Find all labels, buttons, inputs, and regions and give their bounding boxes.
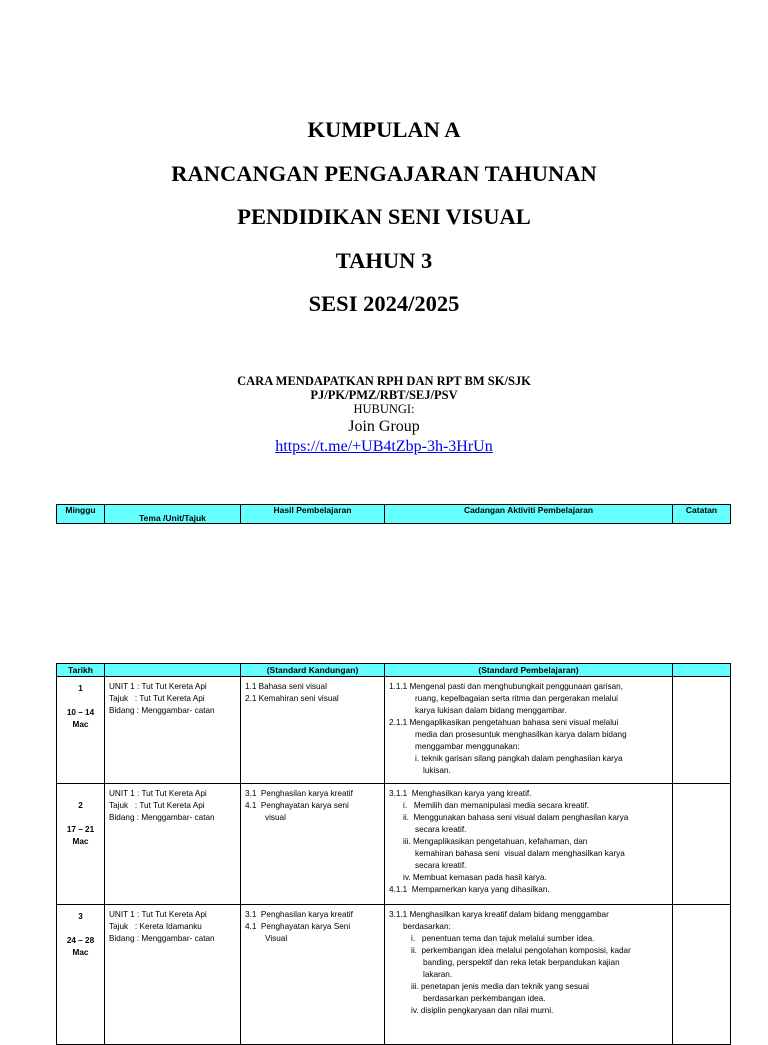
header-tarikh: Tarikh — [57, 664, 105, 677]
sp-line: iv. Membuat kemasan pada hasil karya. — [403, 873, 547, 882]
tema-cell — [105, 784, 241, 905]
table-row — [57, 784, 731, 905]
week-number: 3 — [78, 912, 83, 921]
sp-line: i. teknik garisan silang pangkah dalam penghasilan karya — [415, 754, 623, 763]
contact-join-group: Join Group — [348, 418, 420, 435]
week-cell — [57, 677, 105, 784]
week-cell — [57, 784, 105, 905]
sp-line: iv. disiplin pengkaryaan dan nilai murni. — [411, 1006, 554, 1015]
week-month: Mac — [72, 948, 89, 957]
week-number: 2 — [78, 801, 83, 810]
title-kumpulan: KUMPULAN A — [307, 117, 461, 142]
sp-line: i. penentuan tema dan tajuk melalui sumber idea. — [411, 934, 595, 943]
sp-line: secara kreatif. — [415, 825, 467, 834]
header-table — [56, 504, 731, 524]
header-hasil: Hasil Pembelajaran — [241, 505, 385, 524]
sp-line: menggambar menggunakan: — [415, 742, 520, 751]
document-title-block — [0, 112, 768, 330]
title-subject: PENDIDIKAN SENI VISUAL — [237, 204, 531, 229]
sp-line: i. Memilih dan memanipulasi media secara kreatif. — [403, 801, 590, 810]
week-month: Mac — [72, 720, 89, 729]
sp-line: berdasarkan: — [403, 922, 451, 931]
tajuk-line: Tajuk : Tut Tut Kereta Api — [109, 801, 205, 810]
week-dates: 10 – 14 — [66, 708, 95, 717]
header-minggu: Minggu — [57, 505, 105, 524]
week-number: 1 — [78, 684, 83, 693]
sp-line: ii. perkembangan idea melalui pengolahan komposisi, kadar — [411, 946, 631, 955]
title-year: TAHUN 3 — [335, 247, 433, 273]
sp-line: karya lukisan dalam bidang menggambar. — [415, 706, 567, 715]
contact-hubungi: HUBUNGI: — [353, 402, 415, 416]
catatan-cell — [673, 677, 731, 784]
hasil-line: 4.1 Penghayatan karya Seni — [245, 922, 351, 931]
hasil-line: 2.1 Kemahiran seni visual — [245, 694, 339, 703]
sp-line: 3.1.1 Menghasilkan karya kreatif dalam bidang menggambar — [389, 910, 609, 919]
title-rancangan: RANCANGAN PENGAJARAN TAHUNAN — [171, 160, 597, 186]
unit-line: UNIT 1 : Tut Tut Kereta Api — [109, 789, 207, 798]
tajuk-line: Tajuk : Kereta Idamanku — [109, 922, 202, 931]
contact-block — [0, 374, 768, 457]
sp-line: berdasarkan perkembangan idea. — [423, 994, 546, 1003]
bidang-line: Bidang : Menggambar- catan — [109, 706, 215, 715]
sp-line: media dan prosesuntuk menghasilkan karya dalam bidang — [415, 730, 627, 739]
rpt-table — [56, 663, 731, 1045]
rpt-table-header — [57, 664, 731, 677]
sp-line: 2.1.1 Mengaplikasikan pengetahuan bahasa seni visual melalui — [389, 718, 619, 727]
sp-line: secara kreatif. — [415, 861, 467, 870]
header-empty — [105, 664, 241, 677]
week-dates: 17 – 21 — [66, 825, 95, 834]
sp-line: 1.1.1 Mengenal pasti dan menghubungkait penggunaan garisan, — [389, 682, 623, 691]
contact-line-1: CARA MENDAPATKAN RPH DAN RPT BM SK/SJK — [237, 374, 531, 388]
table-row — [57, 677, 731, 784]
hasil-line: 3.1 Penghasilan karya kreatif — [245, 789, 353, 798]
hasil-line: 1.1 Bahasa seni visual — [245, 682, 327, 691]
sp-line: lakaran. — [423, 970, 453, 979]
sp-line: 4.1.1 Mempamerkan karya yang dihasilkan. — [389, 885, 550, 894]
sp-line: iii. Mengaplikasikan pengetahuan, kefahaman, dan — [403, 837, 588, 846]
telegram-link[interactable]: https://t.me/+UB4tZbp-3h-3HrUn — [275, 438, 493, 455]
header-standard-pembelajaran: (Standard Pembelajaran) — [385, 664, 673, 677]
sp-line: lukisan. — [423, 766, 451, 775]
hasil-line: 3.1 Penghasilan karya kreatif — [245, 910, 353, 919]
contact-line-2: PJ/PK/PMZ/RBT/SEJ/PSV — [310, 388, 458, 402]
sp-line: ruang, kepelbagaian serta ritma dan pergerakan melalui — [415, 694, 618, 703]
unit-line: UNIT 1 : Tut Tut Kereta Api — [109, 682, 207, 691]
bidang-line: Bidang : Menggambar- catan — [109, 934, 215, 943]
hasil-line: 4.1 Penghayatan karya seni — [245, 801, 349, 810]
week-month: Mac — [72, 837, 89, 846]
sp-line: kemahiran bahasa seni visual dalam menghasilkan karya — [415, 849, 625, 858]
title-session: SESI 2024/2025 — [308, 291, 460, 316]
week-dates: 24 – 28 — [66, 936, 95, 945]
header-empty-catatan — [673, 664, 731, 677]
sp-line: 3.1.1 Menghasilkan karya yang kreatif. — [389, 789, 532, 798]
catatan-cell — [673, 784, 731, 905]
hasil-line: Visual — [265, 934, 288, 943]
bidang-line: Bidang : Menggambar- catan — [109, 813, 215, 822]
header-catatan: Catatan — [673, 505, 731, 524]
sp-line: iii. penetapan jenis media dan teknik yang sesuai — [411, 982, 589, 991]
cadangan-cell — [385, 677, 673, 784]
sp-line: ii. Menggunakan bahasa seni visual dalam penghasilan karya — [403, 813, 629, 822]
hasil-cell — [241, 677, 385, 784]
hasil-cell — [241, 784, 385, 905]
hasil-line: visual — [265, 813, 286, 822]
tema-cell — [105, 677, 241, 784]
header-standard-kandungan: (Standard Kandungan) — [241, 664, 385, 677]
tajuk-line: Tajuk : Tut Tut Kereta Api — [109, 694, 205, 703]
sp-line: banding, perspektif dan reka letak berpandukan kajian — [423, 958, 620, 967]
header-tema: Tema /Unit/Tajuk — [105, 505, 241, 524]
unit-line: UNIT 1 : Tut Tut Kereta Api — [109, 910, 207, 919]
cadangan-cell — [385, 784, 673, 905]
header-cadangan: Cadangan Aktiviti Pembelajaran — [385, 505, 673, 524]
